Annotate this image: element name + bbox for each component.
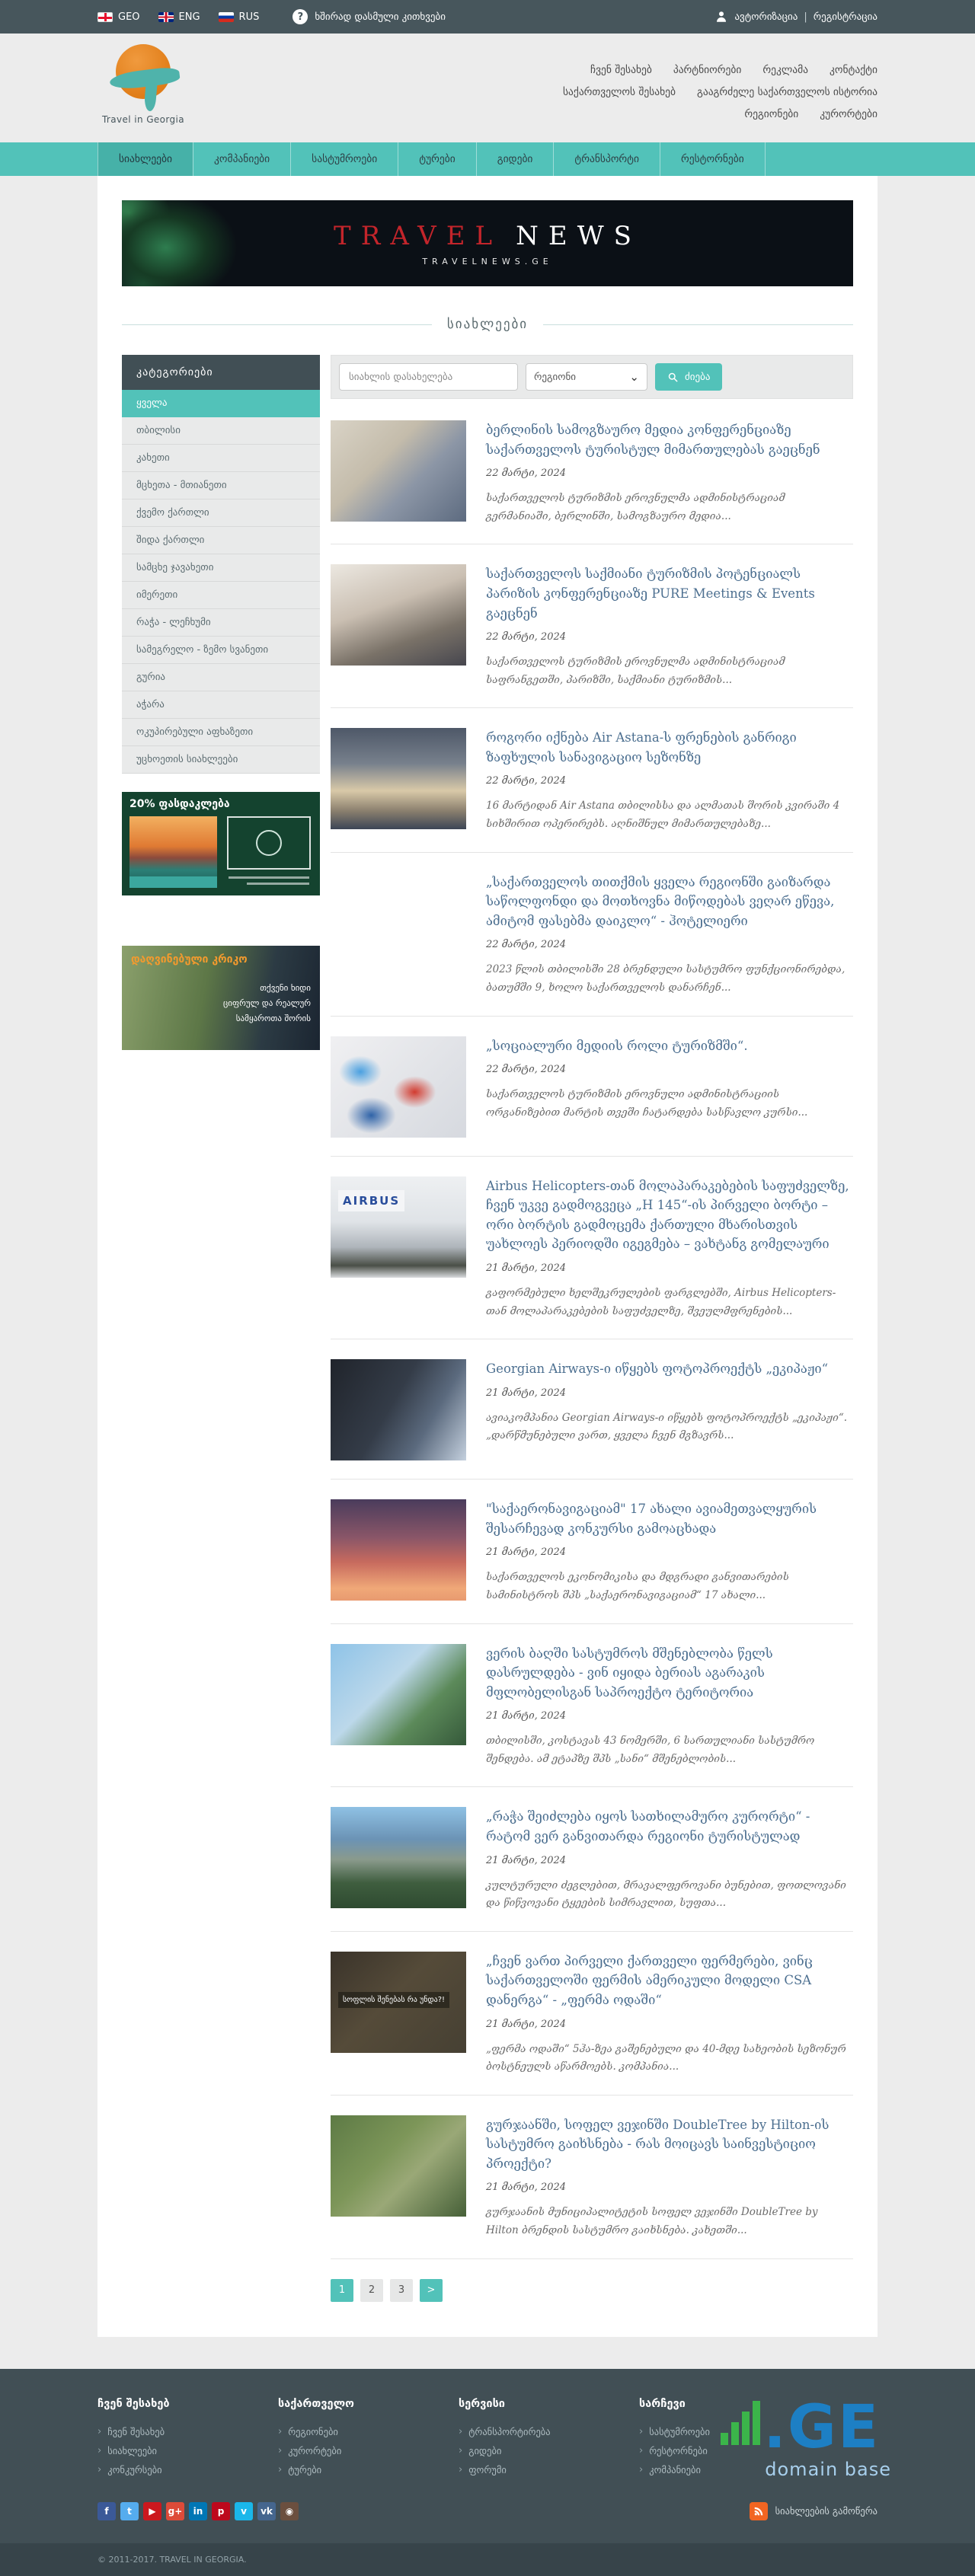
airbus-helicopter-hangar-image[interactable]	[331, 1176, 466, 1278]
sidebar-ad-discount[interactable]	[122, 792, 320, 895]
image-caption: სოფლის შენებას რა უნდა?!	[338, 1992, 449, 2008]
ad-sunset-photo	[129, 816, 217, 888]
nav-item[interactable]: ტრანსპორტი	[553, 142, 660, 176]
footer-link-label: სასტუმროები	[649, 2425, 710, 2437]
nav-item[interactable]: ტურები	[398, 142, 475, 176]
youtube-icon[interactable]: ▶	[143, 2502, 161, 2520]
airplane-mountains-image[interactable]	[331, 728, 466, 829]
rus-flag-icon	[219, 12, 234, 22]
region-select[interactable]: რეგიონი ⌄	[526, 363, 647, 391]
footer-link[interactable]	[98, 2422, 278, 2441]
news-item	[331, 873, 853, 1017]
vk-icon[interactable]: vk	[257, 2502, 276, 2520]
footer-link[interactable]	[459, 2460, 639, 2479]
pagination-button[interactable]: 2	[360, 2279, 383, 2302]
news-excerpt: საქართველოს ტურიზმის ეროვნულმა ადმინისტრაციამ გერმანიაში, ბერლინში, სამოგზაურო მედია...	[486, 492, 785, 522]
news-title-link[interactable]: „რაჭა შეიძლება იყოს სათხილამურო კურორტი“ - რატომ ვერ განვითარდა რეგიონი ტურისტულად	[486, 1809, 810, 1843]
news-item	[331, 1952, 853, 2096]
linkedin-icon[interactable]: in	[189, 2502, 207, 2520]
logo-text: Travel in Georgia	[101, 114, 185, 125]
region-select-value: რეგიონი	[534, 371, 576, 383]
category-item[interactable]: ქვემო ქართლი	[122, 500, 320, 527]
farm-field-image[interactable]	[331, 1952, 466, 2053]
category-item[interactable]: გურია	[122, 664, 320, 691]
heading-rule-right	[543, 324, 853, 325]
question-icon: ?	[292, 9, 308, 24]
mountain-range-image[interactable]	[331, 1807, 466, 1908]
news-date: 21 მარტი, 2024	[486, 1854, 567, 1866]
news-item	[331, 1036, 853, 1157]
footer-column-links	[98, 2422, 278, 2479]
heading-rule-left	[122, 324, 432, 325]
language-option[interactable]	[219, 11, 260, 23]
header-links-row-2	[563, 86, 878, 98]
header-link[interactable]: კონტაქტი	[830, 64, 878, 76]
pagination-button[interactable]: 3	[390, 2279, 413, 2302]
bar-chart-icon	[721, 2401, 760, 2454]
news-date: 22 მარტი, 2024	[486, 631, 567, 643]
copyright-bar	[0, 2543, 975, 2576]
footer-link-label: კურორტები	[288, 2444, 342, 2456]
ad-photo-strip	[129, 876, 217, 888]
news-item	[331, 1359, 853, 1480]
news-excerpt: ავიაკომპანია Georgian Airways-ი იწყებს ფოტოპროექტს „ეკიპაჟი“. „დარწმუნებული ვართ, ყველა ჩვენ მგზავრს...	[486, 1411, 848, 1442]
category-item[interactable]: კახეთი	[122, 445, 320, 472]
search-button-label: ძიება	[685, 371, 711, 383]
eng-flag-icon	[158, 12, 174, 22]
ad-text-line	[229, 876, 309, 879]
content-container	[98, 176, 878, 2337]
faq-link[interactable]	[292, 9, 446, 24]
faq-label: ხშირად დასმული კითხვები	[315, 11, 446, 23]
footer-link-label: ჩვენ შესახებ	[107, 2425, 165, 2437]
footer-link-label: გიდები	[468, 2444, 502, 2456]
news-title-link[interactable]: Georgian Airways-ი იწყებს ფოტოპროექტს „ეკიპაჟი“	[486, 1361, 829, 1377]
news-date: 22 მარტი, 2024	[486, 775, 567, 787]
business-meeting-image[interactable]	[331, 564, 466, 666]
site-footer	[0, 2369, 975, 2576]
categories-header: კატეგორიები	[122, 355, 320, 390]
news-item	[331, 2115, 853, 2259]
sidebar-ad-kriko[interactable]	[122, 946, 320, 1050]
news-main	[331, 355, 853, 2302]
news-item	[331, 1499, 853, 1623]
header-links-row-3	[563, 108, 878, 120]
category-item[interactable]: ოკუპირებული აფხაზეთი	[122, 719, 320, 746]
language-label: RUS	[238, 11, 260, 23]
header-link[interactable]: კურორტები	[820, 108, 878, 120]
footer-link-label: ფორუმი	[468, 2463, 507, 2475]
category-item[interactable]: შიდა ქართლი	[122, 527, 320, 554]
geo-flag-icon	[98, 12, 113, 22]
news-excerpt: თბილისში, კოსტავას 43 ნომერში, 6 სართულიანი სასტუმრო შენდება. ამ ეტაპზე შპს „სანი“ მშენებლობის...	[486, 1735, 815, 1765]
page-heading	[122, 317, 853, 332]
news-excerpt: გაფორმებული ხელშეკრულების ფარგლებში, Airbus Helicopters-თან მოლაპარაკებების საფუძველზე, შვეულმფრენების...	[486, 1286, 836, 1317]
navigation-antennas-sunset-image[interactable]	[331, 1499, 466, 1601]
ge-brand-subtitle: domain base	[765, 2458, 891, 2480]
news-item	[331, 728, 853, 852]
banner-title	[334, 221, 641, 251]
rss-subscribe-link[interactable]	[750, 2502, 878, 2520]
footer-link[interactable]	[98, 2460, 278, 2479]
travel-news-banner[interactable]	[122, 200, 853, 286]
login-link[interactable]: ავტორიზაცია	[734, 11, 798, 23]
header-link[interactable]: საქართველოს შესახებ	[563, 86, 676, 98]
footer-column-title: ჩვენ შესახებ	[98, 2397, 170, 2410]
categories-list	[122, 390, 320, 774]
ad-kriko-text: თქვენი ხიდი ციფრულ და რეალურ სამყაროთა შორის	[223, 983, 311, 1023]
news-date: 21 მარტი, 2024	[486, 2182, 567, 2194]
news-excerpt: საქართველოს ტურიზმის ეროვნული ადმინისტრაციის ორგანიზებით მარტის თვეში ჩატარდება სასწავლო კურსი...	[486, 1088, 808, 1119]
ad-partner-logo	[227, 816, 311, 870]
pagination-button[interactable]: 1	[331, 2279, 353, 2302]
footer-column	[459, 2398, 639, 2479]
news-date: 21 მარტი, 2024	[486, 1387, 567, 1399]
news-title-link[interactable]: „ჩვენ ვართ პირველი ქართველი ფერმერები, ვინც საქართველოში ფერმის ამერიკული მოდელი CSA დანერგა“ - „ფერმა ოდაში“	[486, 1953, 813, 2007]
search-input[interactable]	[339, 363, 518, 391]
nav-item[interactable]: კომპანიები	[193, 142, 290, 176]
ge-brand-text: .GE	[763, 2392, 881, 2462]
pinterest-icon[interactable]: p	[212, 2502, 230, 2520]
footer-column-title: საქართველო	[278, 2397, 354, 2410]
chevron-right-icon: ›	[639, 2425, 644, 2437]
banner-word-travel: TRAVEL	[334, 220, 503, 251]
footer-column-links	[278, 2422, 459, 2479]
aerial-resort-village-image[interactable]	[331, 2115, 466, 2217]
banner-word-news: NEWS	[516, 220, 641, 251]
news-list	[331, 420, 853, 2259]
main-nav	[0, 142, 975, 176]
news-excerpt: 16 მარტიდან Air Astana თბილისსა და ალმათას შორის კვირაში 4 სიხშირით ოპერირებს. აღნიშნულ მიმართულებაზე...	[486, 800, 840, 831]
top-bar	[0, 0, 975, 34]
news-excerpt: გურჯაანის მუნიციპალიტეტის სოფელ ვეჯინში DoubleTree by Hilton ბრენდის სასტუმრო გაიხსნება. კახეთში...	[486, 2206, 818, 2237]
category-item[interactable]: ყველა	[122, 390, 320, 417]
chevron-right-icon: ›	[98, 2463, 102, 2475]
news-item	[331, 1807, 853, 1931]
chevron-right-icon: ›	[98, 2444, 102, 2456]
news-excerpt: კულტურული ძეგლებით, მრავალფეროვანი ბუნებით, ფოთლოვანი და წიწვოვანი ტყეების სიმრავლით, სუფთა...	[486, 1879, 846, 1910]
twitter-icon[interactable]: t	[120, 2502, 139, 2520]
category-item[interactable]: თბილისი	[122, 417, 320, 445]
ad-discount-headline: 20% ფასდაკლება	[129, 798, 230, 810]
news-date: 22 მარტი, 2024	[486, 1064, 567, 1076]
chevron-right-icon: ›	[98, 2425, 102, 2437]
category-item[interactable]: მცხეთა - მთიანეთი	[122, 472, 320, 500]
footer-column-links	[459, 2422, 639, 2479]
news-date: 21 მარტი, 2024	[486, 1547, 567, 1559]
google-plus-icon[interactable]: g+	[166, 2502, 184, 2520]
category-item[interactable]: უცხოეთის სიახლეები	[122, 746, 320, 774]
news-title-link[interactable]: ბერლინის სამოგზაურო მედია კონფერენციაზე საქართველოს ტურისტულ მიმართულებას გაეცნენ	[486, 423, 820, 457]
header-link[interactable]: გააგრძელე საქართველოს ისტორია	[697, 86, 878, 98]
news-item	[331, 1176, 853, 1340]
language-switcher	[98, 11, 259, 23]
footer-column	[278, 2398, 459, 2479]
facebook-icon[interactable]: f	[98, 2502, 116, 2520]
social-row	[98, 2502, 878, 2543]
rss-label: სიახლეების გამოწერა	[775, 2505, 878, 2517]
page-title: სიახლეები	[446, 317, 529, 332]
category-item[interactable]: იმერეთი	[122, 582, 320, 609]
chevron-right-icon: ›	[278, 2444, 283, 2456]
site-logo[interactable]	[98, 44, 189, 125]
footer-link-label: კონკურსები	[107, 2463, 162, 2475]
auth-divider: |	[804, 11, 807, 23]
news-date: 21 მარტი, 2024	[486, 1710, 567, 1722]
news-title-link[interactable]: "საქაერონავიგაციამ" 17 ახალი ავიამეთვალყურის შესარჩევად კონკურსი გამოაცხადა	[486, 1502, 817, 1536]
language-option[interactable]	[98, 11, 140, 23]
news-item	[331, 420, 853, 544]
category-item[interactable]: რაჭა - ლეჩხუმი	[122, 609, 320, 637]
social-media-keyboard-image[interactable]	[331, 1036, 466, 1138]
nav-item[interactable]: გიდები	[476, 142, 554, 176]
chevron-right-icon: ›	[459, 2463, 463, 2475]
header-links-row-1	[563, 64, 878, 76]
instagram-icon[interactable]: ◉	[280, 2502, 299, 2520]
news-excerpt: 2023 წლის თბილისში 28 ბრენდული სასტუმრო ფუნქციონირებდა, ბათუმში 9, ხოლო საქართველოს დანარჩენ...	[486, 963, 846, 994]
footer-column	[98, 2398, 278, 2479]
news-excerpt: საქართველოს ტურიზმის ეროვნულმა ადმინისტრაციამ საფრანგეთში, პარიზში, საქმიანი ტურიზმის...	[486, 656, 785, 686]
chevron-right-icon: ›	[459, 2444, 463, 2456]
chevron-right-icon: ›	[278, 2463, 283, 2475]
footer-column-title: სერვისი	[459, 2397, 505, 2410]
green-facade-building-image[interactable]	[331, 1644, 466, 1745]
news-date: 21 მარტი, 2024	[486, 2018, 567, 2030]
vimeo-icon[interactable]: v	[235, 2502, 253, 2520]
chevron-right-icon: ›	[639, 2444, 644, 2456]
header-link[interactable]: რეგიონები	[744, 108, 799, 120]
header-links	[563, 44, 878, 130]
register-link[interactable]: რეგისტრაცია	[813, 11, 878, 23]
news-date: 21 მარტი, 2024	[486, 1262, 567, 1274]
search-bar	[331, 355, 853, 399]
news-title-link[interactable]: „საქართველოს თითქმის ყველა რეგიონში გაიზარდა საწოლფონდი და მოთხოვნა მიწოდებას ვეღარ ეწევა, ამიტომ ფასებმა დაიკლო“ - ჰოტელიერი	[486, 874, 835, 928]
language-option[interactable]	[158, 11, 200, 23]
copyright-text: © 2011-2017. TRAVEL IN GEORGIA.	[98, 2554, 247, 2565]
footer-link-label: რესტორნები	[649, 2444, 708, 2456]
news-title-link[interactable]: როგორი იქნება Air Astana-ს ფრენების განრიგი ზაფხულის სანავიგაციო სეზონზე	[486, 730, 797, 765]
header-link[interactable]: ჩვენ შესახებ	[590, 64, 652, 76]
footer-link[interactable]	[278, 2441, 459, 2460]
news-excerpt: საქართველოს ეკონომიკისა და მდგრადი განვითარების სამინისტროს შპს „საქაერონავიგაციამ“ 17 ახალი...	[486, 1571, 789, 1601]
category-item[interactable]: სამცხე ჯავახეთი	[122, 554, 320, 582]
cockpit-pilots-image[interactable]	[331, 1359, 466, 1460]
news-title-link[interactable]: Airbus Helicopters-თან მოლაპარაკებების საფუძველზე, ჩვენ უკვე გადმოგვეცა „H 145“-ის პირველი ბორტი – ორი ბორტის გადმოცემა ქართული მხარისთვის უახლოეს პერიოდში იგეგმება – ვახტანგ გომელაური	[486, 1178, 849, 1252]
news-title-link[interactable]: „სოციალური მედიის როლი ტურიზმში“.	[486, 1038, 748, 1053]
footer-link-label: ტურები	[288, 2463, 322, 2475]
footer-link-label: რეგიონები	[288, 2425, 338, 2437]
footer-link[interactable]	[459, 2422, 639, 2441]
footer-link-label: კომპანიები	[649, 2463, 701, 2475]
news-title-link[interactable]: საქართველოს საქმიანი ტურიზმის პოტენციალს პარიზის კონფერენციაზე PURE Meetings & Events გაეცნენ	[486, 567, 815, 621]
nav-item[interactable]: რესტორნები	[660, 142, 766, 176]
chevron-right-icon: ›	[639, 2463, 644, 2475]
footer-link[interactable]	[278, 2422, 459, 2441]
language-label: GEO	[118, 11, 140, 23]
user-icon	[714, 10, 728, 24]
header-link[interactable]: რეკლამა	[762, 64, 808, 76]
ad-kriko-headline: დაღვინებული კრიკო	[131, 953, 248, 966]
ad-text-line	[247, 883, 309, 885]
pagination	[331, 2279, 853, 2302]
chevron-right-icon: ›	[278, 2425, 283, 2437]
category-item[interactable]: აჭარა	[122, 691, 320, 719]
header-link[interactable]: პარტნიორები	[673, 64, 742, 76]
banner-site-url: TRAVELNEWS.GE	[422, 256, 553, 267]
footer-column-title: სარჩევი	[639, 2397, 686, 2410]
footer-link-label: სიახლეები	[107, 2444, 158, 2456]
search-button[interactable]	[655, 363, 722, 391]
site-header	[0, 34, 975, 142]
footer-link[interactable]	[98, 2441, 278, 2460]
logo-icon	[116, 44, 171, 99]
footer-link[interactable]	[278, 2460, 459, 2479]
conference-hall-image[interactable]	[331, 420, 466, 522]
news-item	[331, 564, 853, 708]
news-title-link[interactable]: ვერის ბაღში სასტუმროს მშენებლობა წელს დასრულდება - ვინ იყიდა ბერიას აგარაკის მფლობელისგან საპროექტო ტერიტორია	[486, 1646, 773, 1700]
sidebar	[122, 355, 320, 1050]
footer-link-label: ტრანსპორტირება	[468, 2425, 551, 2437]
language-label: ENG	[178, 11, 200, 23]
rss-icon	[750, 2502, 768, 2520]
social-icons	[98, 2502, 299, 2520]
news-title-link[interactable]: გურჯაანში, სოფელ ვეჯინში DoubleTree by Hilton-ის სასტუმრო გაიხსნება - რას მოიცავს საინვესტიციო პროექტი?	[486, 2117, 830, 2171]
chevron-right-icon: ›	[459, 2425, 463, 2437]
pagination-next-button[interactable]: >	[420, 2279, 443, 2302]
category-item[interactable]: სამეგრელო - ზემო სვანეთი	[122, 637, 320, 664]
image-caption: AIRBUS	[338, 1190, 404, 1212]
news-date: 22 მარტი, 2024	[486, 468, 567, 480]
search-icon	[667, 372, 679, 383]
news-excerpt: „ფერმა ოდაში“ 5ჰა-ზეა გაშენებული და 40-მდე სახეობის სეზონურ ბოსტნეულს აწარმოებს. კომპანია...	[486, 2042, 846, 2073]
hotel-night-pool-image[interactable]	[331, 873, 466, 974]
nav-item[interactable]: სიახლეები	[98, 142, 193, 176]
nav-item[interactable]: სასტუმროები	[290, 142, 398, 176]
news-item	[331, 1644, 853, 1788]
footer-link[interactable]	[459, 2441, 639, 2460]
news-date: 22 მარტი, 2024	[486, 939, 567, 951]
main-nav-items	[98, 142, 878, 176]
ge-domain-logo	[721, 2392, 891, 2480]
